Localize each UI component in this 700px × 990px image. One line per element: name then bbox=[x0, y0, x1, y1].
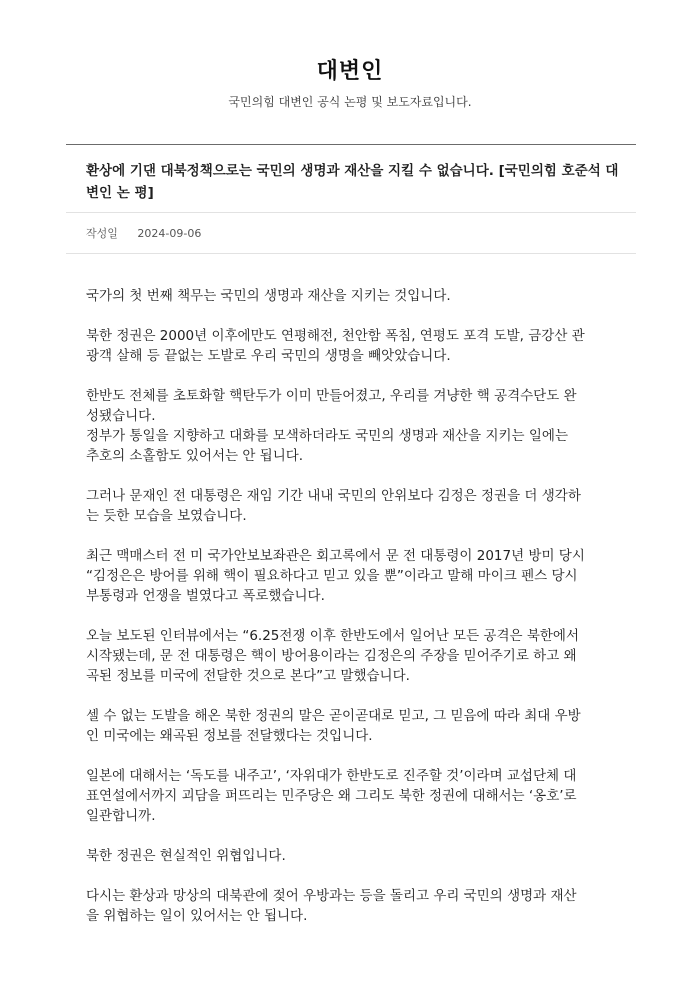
article-title-line: 평] bbox=[134, 185, 154, 201]
article-paragraph bbox=[86, 486, 626, 526]
article-meta bbox=[86, 225, 201, 241]
paragraph-line: 일관합니까. bbox=[86, 808, 156, 824]
paragraph-line: 성됐습니다. bbox=[86, 408, 156, 424]
paragraph-line: “김정은은 방어를 위해 핵이 필요하다고 믿고 있을 뿐”이라고 말해 마이크 펜스 당시 bbox=[86, 568, 578, 584]
paragraph-line: 곡된 정보를 미국에 전달한 것으로 본다”고 말했습니다. bbox=[86, 668, 410, 684]
date-value: 2024-09-06 bbox=[137, 227, 202, 240]
paragraph-line: 광객 살해 등 끝없는 도발로 우리 국민의 생명을 빼앗았습니다. bbox=[86, 348, 451, 364]
paragraph-line: 인 미국에는 왜곡된 정보를 전달했다는 것입니다. bbox=[86, 728, 373, 744]
article-paragraph bbox=[86, 386, 626, 466]
article-title bbox=[86, 160, 626, 204]
paragraph-line: 북한 정권은 현실적인 위협입니다. bbox=[86, 848, 286, 864]
paragraph-line: 북한 정권은 2000년 이후에만도 연평해전, 천안함 폭침, 연평도 포격 도발, 금강산 관 bbox=[86, 328, 585, 344]
paragraph-line: 그러나 문재인 전 대통령은 재임 기간 내내 국민의 안위보다 김정은 정권을 더 생각하 bbox=[86, 488, 581, 504]
date-label: 작성일 bbox=[86, 227, 118, 240]
paragraph-line: 최근 맥매스터 전 미 국가안보보좌관은 회고록에서 문 전 대통령이 2017년 방미 당시 bbox=[86, 548, 585, 564]
article-body bbox=[86, 286, 626, 926]
paragraph-line: 한반도 전체를 초토화할 핵탄두가 이미 만들어졌고, 우리를 겨냥한 핵 공격수단도 완 bbox=[86, 388, 577, 404]
paragraph-line: 부통령과 언쟁을 벌였다고 폭로했습니다. bbox=[86, 588, 325, 604]
paragraph-line: 오늘 보도된 인터뷰에서는 “6.25전쟁 이후 한반도에서 일어난 모든 공격은 북한에서 bbox=[86, 628, 579, 644]
article-title-line: 환상에 기댄 대북정책으로는 국민의 생명과 재산을 지킬 수 없습니다. [국민의힘 호준석 대변인 논 bbox=[86, 163, 619, 201]
paragraph-line: 는 듯한 모습을 보였습니다. bbox=[86, 508, 247, 524]
paragraph-line: 시작됐는데, 문 전 대통령은 핵이 방어용이라는 김정은의 주장을 믿어주기로 하고 왜 bbox=[86, 648, 577, 664]
page-title: 대변인 bbox=[316, 59, 384, 84]
paragraph-line: 다시는 환상과 망상의 대북관에 젖어 우방과는 등을 돌리고 우리 국민의 생명과 재산 bbox=[86, 888, 577, 904]
article-paragraph bbox=[86, 846, 626, 866]
meta-divider bbox=[66, 253, 636, 254]
site-header bbox=[0, 0, 700, 130]
article-paragraph bbox=[86, 626, 626, 686]
paragraph-line: 표연설에서까지 괴담을 퍼뜨리는 민주당은 왜 그리도 북한 정권에 대해서는 ‘옹호’로 bbox=[86, 788, 577, 804]
page-subtitle: 국민의힘 대변인 공식 논평 및 보도자료입니다. bbox=[228, 95, 472, 109]
paragraph-line: 추호의 소홀함도 있어서는 안 됩니다. bbox=[86, 448, 304, 464]
header-divider bbox=[66, 144, 636, 145]
article-paragraph bbox=[86, 326, 626, 366]
paragraph-line: 일본에 대해서는 ‘독도를 내주고’, ‘자위대가 한반도로 진주할 것’이라며 교섭단체 대 bbox=[86, 768, 577, 784]
article-paragraph bbox=[86, 286, 626, 306]
paragraph-line: 을 위협하는 일이 있어서는 안 됩니다. bbox=[86, 908, 308, 924]
article-paragraph bbox=[86, 546, 626, 606]
article-paragraph bbox=[86, 766, 626, 826]
paragraph-line: 정부가 통일을 지향하고 대화를 모색하더라도 국민의 생명과 재산을 지키는 일에는 bbox=[86, 428, 569, 444]
article-paragraph bbox=[86, 886, 626, 926]
paragraph-line: 국가의 첫 번째 책무는 국민의 생명과 재산을 지키는 것입니다. bbox=[86, 288, 451, 304]
paragraph-line: 셀 수 없는 도발을 해온 북한 정권의 말은 곧이곧대로 믿고, 그 믿음에 따라 최대 우방 bbox=[86, 708, 581, 724]
title-divider bbox=[66, 212, 636, 213]
article-paragraph bbox=[86, 706, 626, 746]
